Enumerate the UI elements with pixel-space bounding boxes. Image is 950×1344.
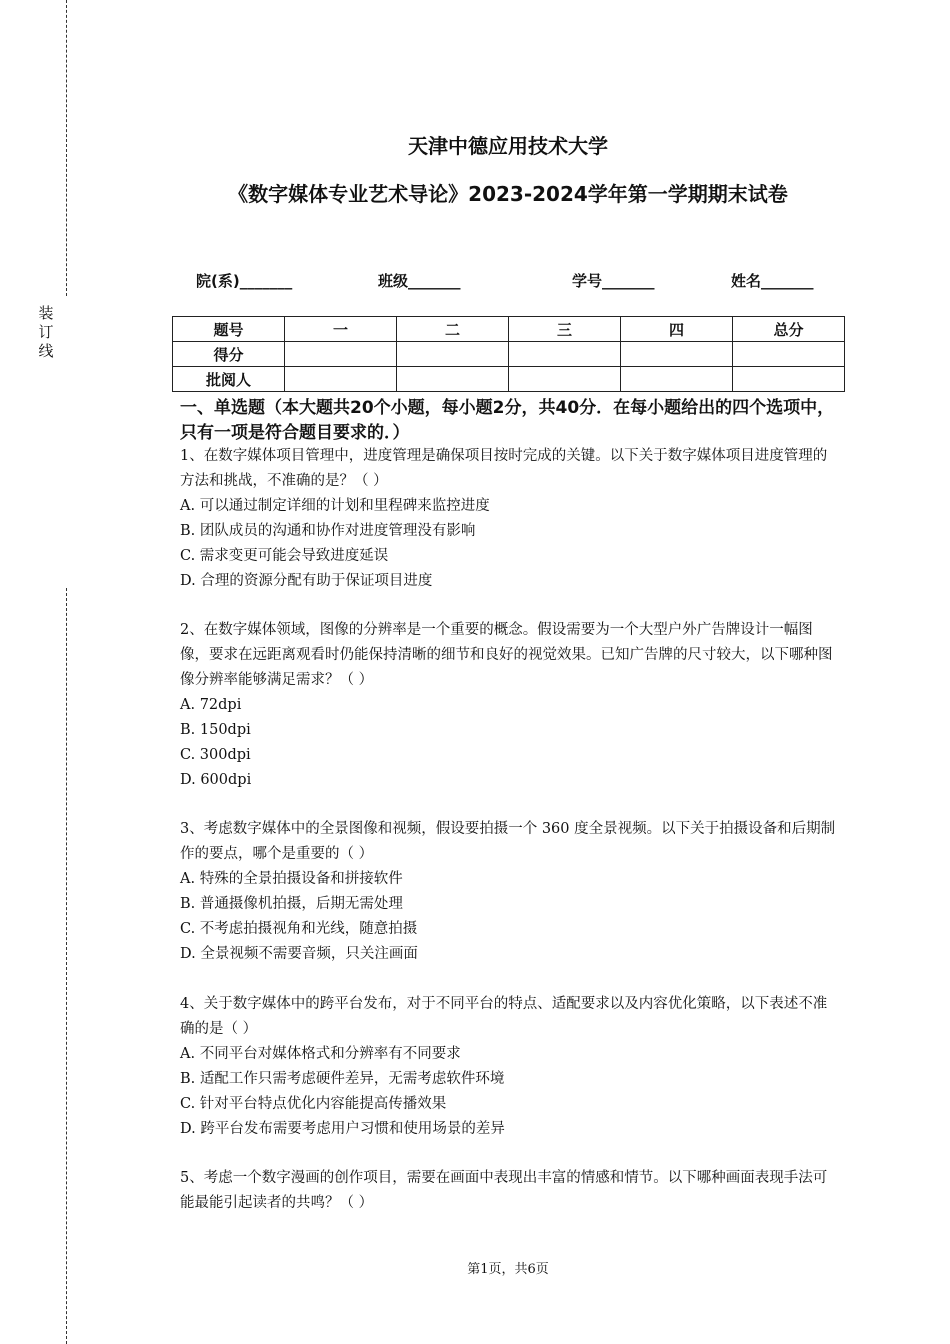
option-c: C. 300dpi	[180, 747, 251, 763]
option-d: D. 合理的资源分配有助于保证项目进度	[180, 573, 433, 589]
table-cell-empty	[397, 342, 509, 367]
option-d: D. 跨平台发布需要考虑用户习惯和使用场景的差异	[180, 1121, 505, 1137]
option-d: D. 全景视频不需要音频，只关注画面	[180, 946, 418, 962]
binding-dashed-line-bottom	[66, 588, 67, 1344]
option-c: C. 针对平台特点优化内容能提高传播效果	[180, 1096, 447, 1112]
question-stem: 3、考虑数字媒体中的全景图像和视频，假设要拍摄一个 360 度全景视频。以下关于拍摄设备和后期制作的要点，哪个是重要的（ ）	[180, 821, 836, 862]
option-b: B. 团队成员的沟通和协作对进度管理没有影响	[180, 523, 476, 539]
table-cell-empty	[285, 367, 397, 392]
option-a: A. 不同平台对媒体格式和分辨率有不同要求	[180, 1046, 461, 1062]
option-a: A. 72dpi	[180, 697, 242, 713]
table-cell-empty	[509, 367, 621, 392]
option-c: C. 不考虑拍摄视角和光线，随意拍摄	[180, 921, 418, 937]
class-field: 班级_______	[378, 272, 461, 290]
table-cell-empty	[733, 367, 845, 392]
page-number: 第1页，共6页	[467, 1262, 549, 1277]
section-heading: 一、单选题（本大题共20个小题，每小题2分，共40分．在每小题给出的四个选项中，只有一项是符合题目要求的．）	[180, 398, 835, 443]
table-row-label: 得分	[173, 342, 285, 367]
table-row-label: 批阅人	[173, 367, 285, 392]
table-header-cell: 二	[397, 317, 509, 342]
table-cell-empty	[733, 342, 845, 367]
score-table-reviewer-row	[173, 367, 845, 392]
option-b: B. 150dpi	[180, 722, 251, 738]
score-table-header-row	[173, 317, 845, 342]
question-5	[180, 1166, 840, 1216]
table-cell-empty	[621, 342, 733, 367]
table-cell-empty	[397, 367, 509, 392]
exam-title: 《数字媒体专业艺术导论》2023-2024学年第一学期期末试卷	[228, 182, 788, 206]
question-2	[180, 618, 840, 793]
table-header-cell: 一	[285, 317, 397, 342]
option-a: A. 特殊的全景拍摄设备和拼接软件	[180, 871, 403, 887]
table-cell-empty	[285, 342, 397, 367]
name-field: 姓名_______	[731, 272, 814, 290]
score-table	[172, 316, 845, 392]
question-stem: 2、在数字媒体领域，图像的分辨率是一个重要的概念。假设需要为一个大型户外广告牌设计一幅图像，要求在远距离观看时仍能保持清晰的细节和良好的视觉效果。已知广告牌的尺寸较大，以下哪种图像分辨率能够满足需求？（ ）	[180, 622, 833, 688]
option-b: B. 适配工作只需考虑硬件差异，无需考虑软件环境	[180, 1071, 505, 1087]
option-b: B. 普通摄像机拍摄，后期无需处理	[180, 896, 403, 912]
binding-char: 订	[38, 323, 54, 341]
department-field: 院(系)_______	[196, 272, 293, 290]
table-header-cell: 题号	[173, 317, 285, 342]
table-cell-empty	[509, 342, 621, 367]
question-4	[180, 992, 840, 1142]
binding-char: 线	[38, 342, 54, 360]
option-c: C. 需求变更可能会导致进度延误	[180, 548, 389, 564]
question-stem: 4、关于数字媒体中的跨平台发布，对于不同平台的特点、适配要求以及内容优化策略，以下表述不准确的是（ ）	[180, 996, 828, 1037]
binding-label	[36, 304, 56, 361]
student-info-row	[0, 270, 950, 292]
binding-char: 装	[38, 304, 54, 322]
question-stem: 1、在数字媒体项目管理中，进度管理是确保项目按时完成的关键。以下关于数字媒体项目进度管理的方法和挑战，不准确的是？（ ）	[180, 448, 828, 489]
question-stem: 5、考虑一个数字漫画的创作项目，需要在画面中表现出丰富的情感和情节。以下哪种画面表现手法可能最能引起读者的共鸣？（ ）	[180, 1170, 828, 1211]
option-a: A. 可以通过制定详细的计划和里程碑来监控进度	[180, 498, 490, 514]
option-d: D. 600dpi	[180, 772, 252, 788]
question-3	[180, 817, 840, 967]
university-title: 天津中德应用技术大学	[408, 134, 608, 158]
question-1	[180, 444, 840, 594]
table-cell-empty	[621, 367, 733, 392]
table-header-cell: 总分	[733, 317, 845, 342]
student-id-field: 学号_______	[572, 272, 655, 290]
table-header-cell: 三	[509, 317, 621, 342]
score-table-score-row	[173, 342, 845, 367]
table-header-cell: 四	[621, 317, 733, 342]
